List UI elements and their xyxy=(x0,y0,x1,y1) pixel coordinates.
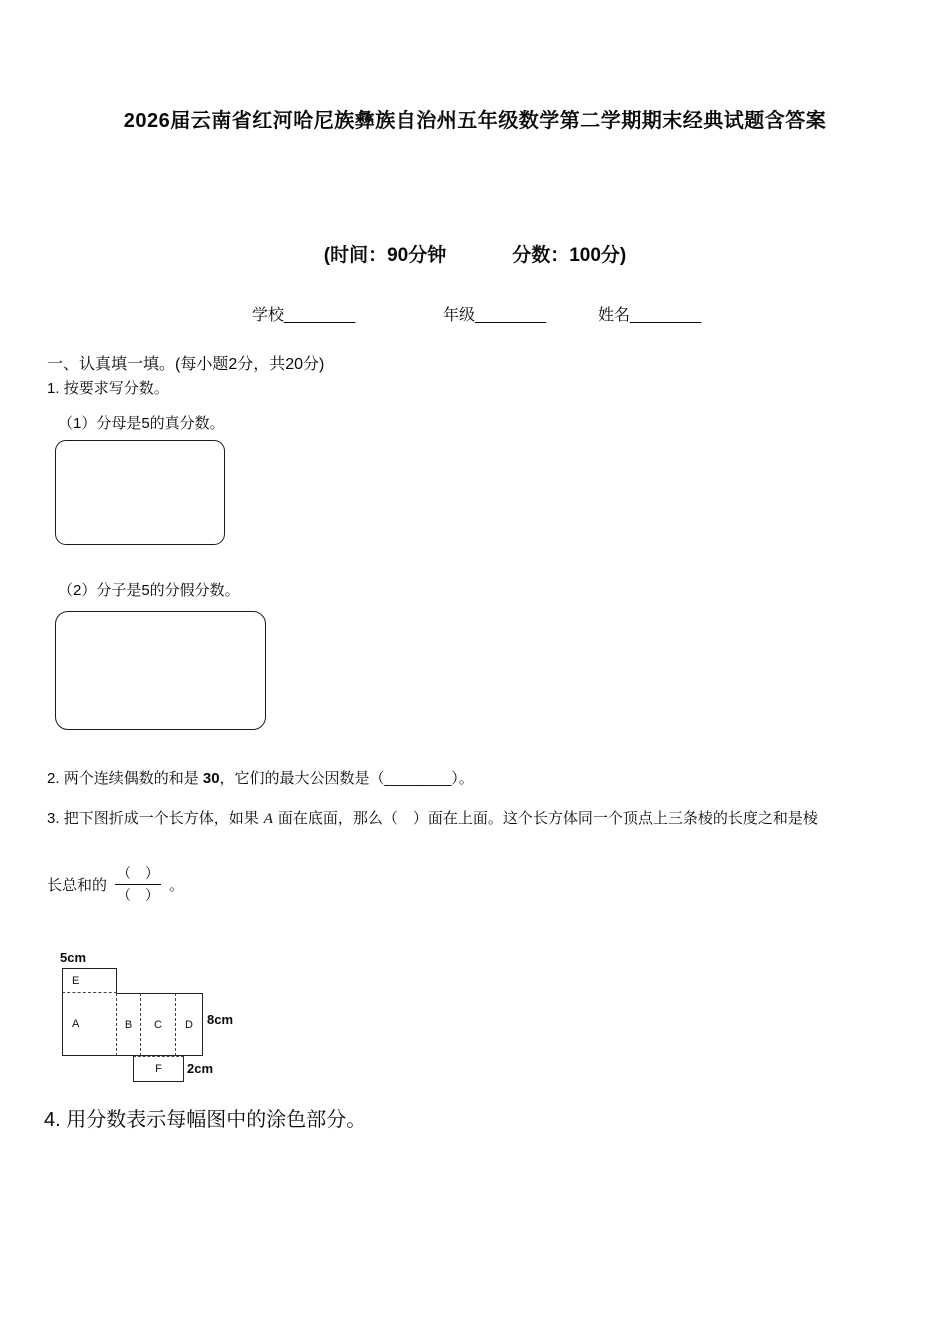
net-face-E: E xyxy=(62,968,117,993)
net-face-F: F xyxy=(133,1056,184,1082)
student-info-line xyxy=(0,302,950,324)
school-field: 学校________ xyxy=(252,307,356,324)
blank-fraction xyxy=(115,864,161,903)
net-face-C: C xyxy=(141,993,176,1056)
question-1 xyxy=(47,377,169,398)
fraction-numerator-blank: （ ） xyxy=(117,865,160,882)
question-4-number: 4. xyxy=(44,1109,61,1131)
question-3-number: 3. xyxy=(47,810,60,827)
question-3-text-before: 把下图折成一个长方体，如果 xyxy=(63,810,259,827)
question-3-line2-suffix: 。 xyxy=(169,876,185,894)
page-title: 2026届云南省红河哈尼族彝族自治州五年级数学第二学期期末经典试题含答案 xyxy=(123,110,827,132)
question-1-number: 1. xyxy=(47,380,60,397)
question-1-sub2: （2）分子是5的分假分数。 xyxy=(58,582,240,599)
question-1-sub1: （1）分母是5的真分数。 xyxy=(58,415,225,432)
dimension-label-8cm: 8cm xyxy=(207,1012,234,1027)
question-3-variable-A: A xyxy=(263,811,273,827)
question-2-bold-number: 30 xyxy=(202,770,220,787)
question-1-text: 按要求写分数。 xyxy=(63,380,169,397)
net-face-B: B xyxy=(117,993,141,1056)
box-net-diagram xyxy=(58,950,318,1092)
dimension-label-2cm: 2cm xyxy=(187,1061,214,1076)
answer-box-1 xyxy=(55,440,225,545)
grade-field: 年级________ xyxy=(443,307,547,324)
score-label: 分数：100分) xyxy=(512,245,627,266)
net-face-D: D xyxy=(176,993,203,1056)
net-face-A: A xyxy=(62,993,117,1056)
question-4-text: 用分数表示每幅图中的涂色部分。 xyxy=(66,1109,367,1131)
question-4 xyxy=(44,1103,366,1132)
fraction-denominator-blank: （ ） xyxy=(115,884,161,904)
question-2 xyxy=(47,767,474,788)
question-2-text-after: ，它们的最大公因数是（________）。 xyxy=(219,770,474,787)
question-3-line2-prefix: 长总和的 xyxy=(47,876,108,894)
question-3-line2 xyxy=(47,856,184,912)
question-2-number: 2. xyxy=(47,770,60,787)
dimension-label-5cm: 5cm xyxy=(60,950,87,965)
question-2-text-before: 两个连续偶数的和是 xyxy=(63,770,203,787)
question-3-text-after: 面在底面，那么（ ）面在上面。这个长方体同一个顶点上三条棱的长度之和是棱 xyxy=(277,810,818,827)
name-field: 姓名________ xyxy=(598,307,702,324)
time-label: (时间：90分钟 xyxy=(323,245,447,266)
section1-heading: 一、认真填一填。(每小题2分，共20分) xyxy=(47,356,325,373)
time-score-line xyxy=(0,240,950,267)
question-3-line1 xyxy=(47,807,917,828)
answer-box-2 xyxy=(55,611,266,730)
